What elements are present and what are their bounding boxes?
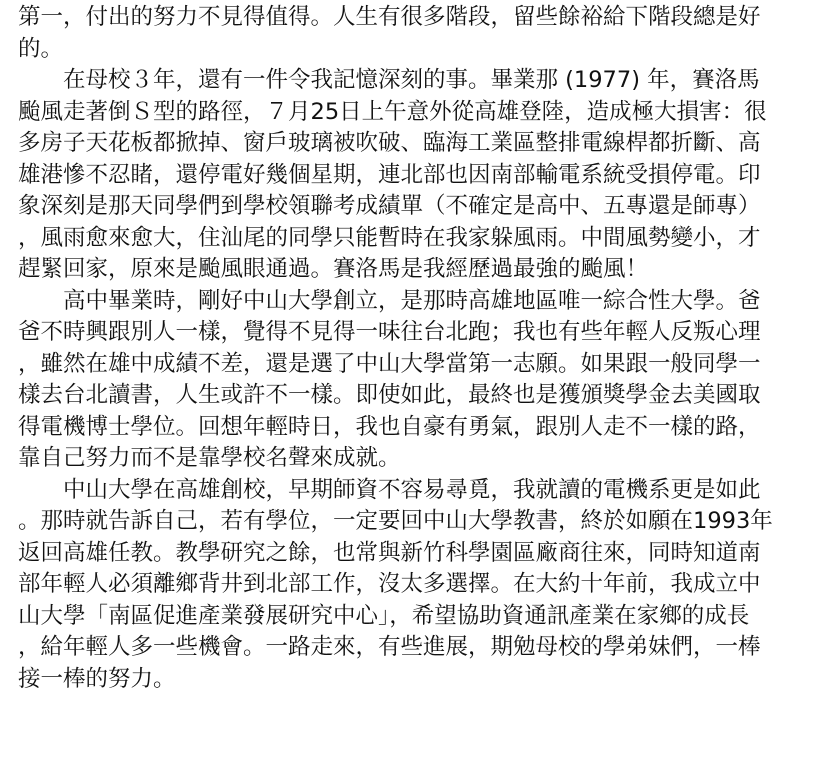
text-line-16: 中山大學在高雄創校，早期師資不容易尋覓，我就讀的電機系更是如此 (63, 476, 761, 503)
text-line-4: 颱風走著倒Ｓ型的路徑，７月25日上午意外從高雄登陸，造成極大損害：很 (18, 98, 767, 125)
text-line-6: 雄港慘不忍睹，還停電好幾個星期，連北部也因南部輸電系統受損停電。印 (18, 161, 761, 188)
text-line-13: 樣去台北讀書，人生或許不一樣。即使如此，最終也是獲頒獎學金去美國取 (18, 382, 761, 408)
text-line-9: 趕緊回家，原來是颱風眼通過。賽洛馬是我經歷過最強的颱風！ (18, 256, 649, 282)
text-line-18: 返回高雄任教。教學研究之餘，也常與新竹科學園區廠商往來，同時知道南 (18, 539, 761, 566)
text-line-21: ，給年輕人多一些機會。一路走來，有些進展，期勉母校的學弟妹們，一棒 (18, 634, 761, 660)
text-line-1: 第一，付出的努力不見得值得。人生有很多階段，留些餘裕給下階段總是好 (18, 4, 761, 30)
text-line-19: 部年輕人必須離鄉背井到北部工作，沒太多選擇。在大約十年前，我成立中 (18, 571, 761, 597)
text-line-11: 爸不時興跟別人一樣，覺得不見得一味往台北跑；我也有些年輕人反叛心理 (18, 319, 761, 345)
text-line-22: 接一棒的努力。 (18, 665, 176, 692)
text-line-20: 山大學「南區促進產業發展研究中心」，希望協助資通訊產業在家鄉的成長 (18, 602, 750, 629)
text-line-7: 象深刻是那天同學們到學校領聯考成績單（不確定是高中、五專還是師專） (18, 193, 761, 219)
text-line-5: 多房子天花板都掀掉、窗戶玻璃被吹破、臨海工業區整排電線桿都折斷、高 (18, 130, 761, 156)
text-line-14: 得電機博士學位。回想年輕時日，我也自豪有勇氣，跟別人走不一樣的路， (18, 413, 761, 440)
text-line-17: 。那時就告訴自己，若有學位，一定要回中山大學教書，終於如願在1993年 (18, 508, 773, 534)
text-line-2: 的。 (18, 35, 64, 62)
text-line-8: ，風雨愈來愈大，住汕尾的同學只能暫時在我家躲風雨。中間風勢變小，才 (18, 224, 761, 251)
text-line-10: 高中畢業時，剛好中山大學創立，是那時高雄地區唯一綜合性大學。爸 (63, 287, 761, 314)
text-line-3: 在母校３年，還有一件令我記憶深刻的事。畢業那 (1977) 年，賽洛馬 (63, 67, 760, 93)
text-line-15: 靠自己努力而不是靠學校名聲來成就。 (18, 445, 401, 471)
article-body (18, 2, 818, 695)
text-line-12: ，雖然在雄中成績不差，還是選了中山大學當第一志願。如果跟一般同學一 (18, 350, 761, 377)
